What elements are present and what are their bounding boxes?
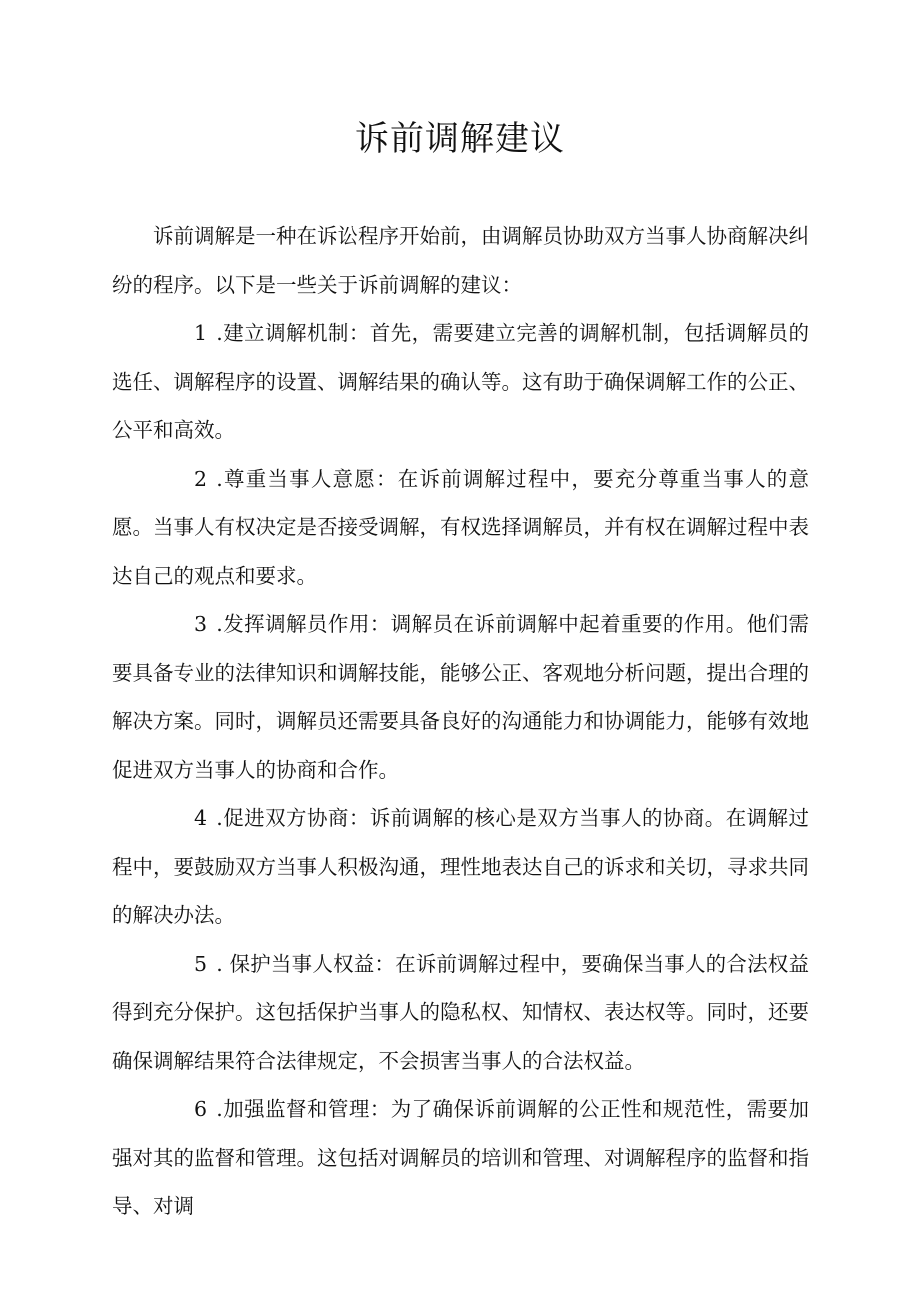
- item-heading: .建立调解机制：: [216, 321, 370, 345]
- item-number: 1: [194, 321, 208, 345]
- list-item: [112, 600, 809, 794]
- item-number: 2: [194, 466, 208, 491]
- list-item: [112, 309, 809, 455]
- item-text: 诉前调解的核心是双方当事人的协商。在调解过程中，要鼓励双方当事人积极沟通，理性地表达自己的诉求和关切，寻求共同的解决办法。: [112, 806, 809, 927]
- item-number: 4: [194, 806, 208, 830]
- item-heading: .发挥调解员作用：: [216, 612, 391, 636]
- intro-paragraph: 诉前调解是一种在诉讼程序开始前，由调解员协助双方当事人协商解决纠纷的程序。以下是一些关于诉前调解的建议：: [112, 224, 809, 297]
- list-item: [112, 1085, 809, 1231]
- item-number: 5: [194, 951, 208, 976]
- item-text: 首先，需要建立完善的调解机制，包括调解员的选任、调解程序的设置、调解结果的确认等。这有助于确保调解工作的公正、公平和高效。: [112, 321, 809, 442]
- list-item: [112, 940, 809, 1086]
- item-heading: .加强监督和管理：: [216, 1097, 391, 1121]
- item-heading: .尊重当事人意愿：: [216, 466, 398, 491]
- item-heading: .促进双方协商：: [216, 806, 370, 830]
- document-title: 诉前调解建议: [355, 119, 565, 159]
- list-item: [112, 455, 809, 601]
- document-body: [112, 212, 809, 1231]
- item-heading: . 保护当事人权益：: [216, 951, 396, 976]
- item-text: 为了确保诉前调解的公正性和规范性，需要加强对其的监督和管理。这包括对调解员的培训和管理、对调解程序的监督和指导、对调: [112, 1097, 809, 1218]
- item-text: 在诉前调解过程中，要确保当事人的合法权益得到充分保护。这包括保护当事人的隐私权、知情权、表达权等。同时，还要确保调解结果符合法律规定，不会损害当事人的合法权益。: [112, 951, 809, 1073]
- item-number: 6: [194, 1097, 208, 1121]
- item-number: 3: [194, 612, 208, 636]
- item-text: 调解员在诉前调解中起着重要的作用。他们需要具备专业的法律知识和调解技能，能够公正、客观地分析问题，提出合理的解决方案。同时，调解员还需要具备良好的沟通能力和协调能力，能够有效地促进双方当事人的协商和合作。: [112, 612, 809, 782]
- list-item: [112, 794, 809, 940]
- item-text: 在诉前调解过程中，要充分尊重当事人的意愿。当事人有权决定是否接受调解，有权选择调解员，并有权在调解过程中表达自己的观点和要求。: [112, 466, 809, 588]
